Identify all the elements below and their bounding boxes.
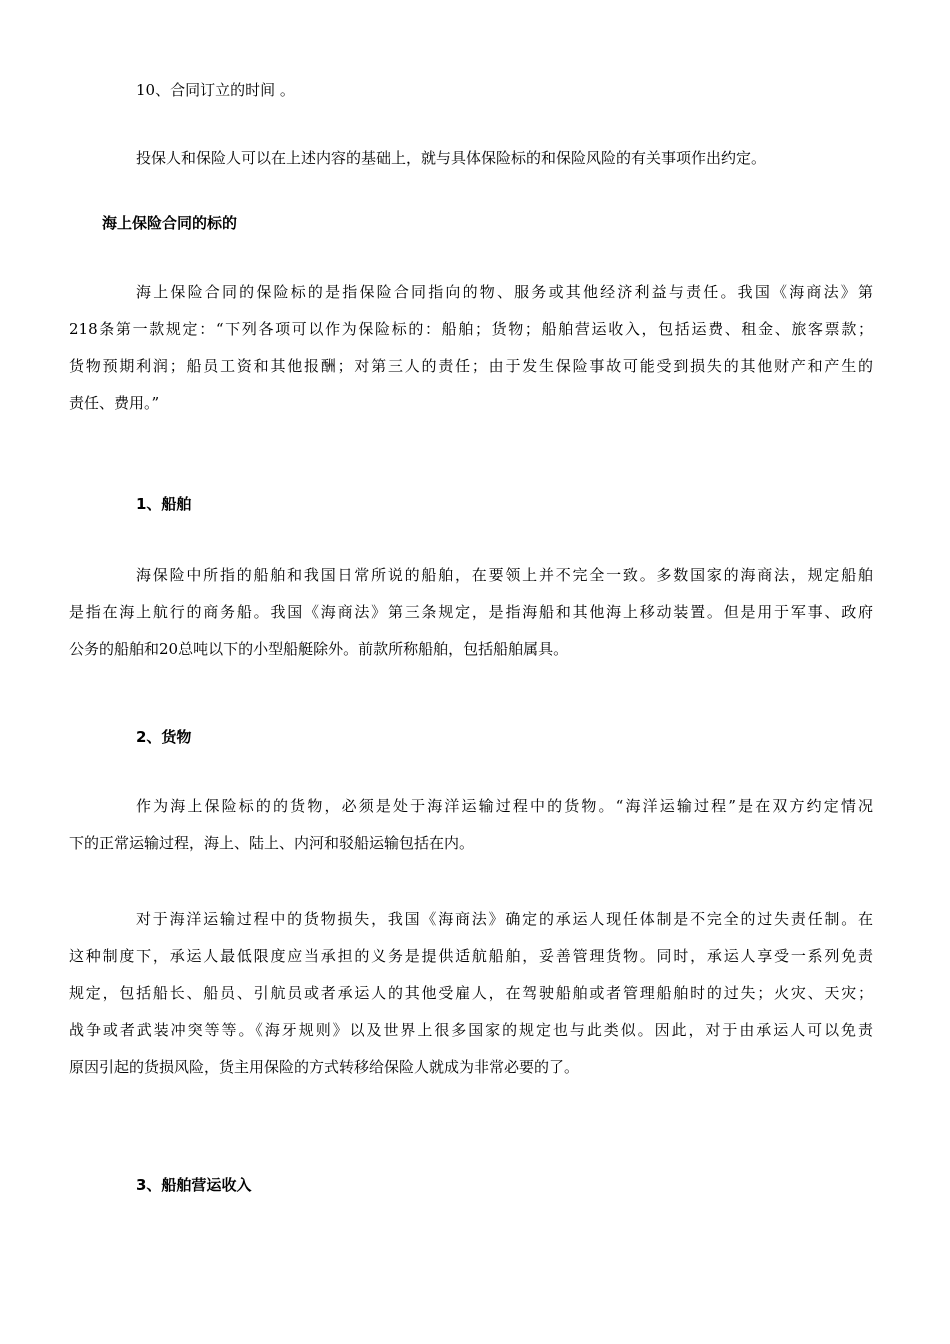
heading-income: 3、船舶营运收入: [136, 1176, 252, 1194]
paragraph-line: 对于海洋运输过程中的货物损失，我国《海商法》确定的承运人现任体制是不完全的过失责任制。在: [136, 910, 873, 928]
heading-cargo: 2、货物: [136, 728, 192, 746]
item-10-line: 10、合同订立的时间 。: [136, 81, 295, 99]
paragraph-line: 责任、费用。”: [69, 394, 160, 412]
paragraph-line: 这种制度下，承运人最低限度应当承担的义务是提供适航船舶，妥善管理货物。同时，承运人享受一系列免责: [69, 947, 873, 965]
heading-ship: 1、船舶: [136, 495, 192, 513]
paragraph-line: 战争或者武装冲突等等。《海牙规则》以及世界上很多国家的规定也与此类似。因此，对于由承运人可以免责: [69, 1021, 873, 1039]
cargo-paragraph-2: [69, 901, 873, 1086]
paragraph-line: 海上保险合同的保险标的是指保险合同指向的物、服务或其他经济利益与责任。我国《海商法》第: [136, 283, 873, 301]
cargo-paragraph-1: [69, 788, 873, 862]
intro-paragraph: 投保人和保险人可以在上述内容的基础上，就与具体保险标的和保险风险的有关事项作出约定。: [136, 149, 767, 167]
paragraph-line: 下的正常运输过程，海上、陆上、内河和驳船运输包括在内。: [69, 834, 475, 852]
paragraph-line: 货物预期利润；船员工资和其他报酬；对第三人的责任；由于发生保险事故可能受到损失的其他财产和产生的: [69, 357, 873, 375]
section-title: 海上保险合同的标的: [102, 214, 238, 232]
paragraph-line: 作为海上保险标的的货物，必须是处于海洋运输过程中的货物。“海洋运输过程”是在双方约定情况: [136, 797, 873, 815]
paragraph-line: 是指在海上航行的商务船。我国《海商法》第三条规定，是指海船和其他海上移动装置。但是用于军事、政府: [69, 603, 873, 621]
ship-paragraph: [69, 557, 873, 668]
paragraph-line: 218条第一款规定：“下列各项可以作为保险标的：船舶；货物；船舶营运收入，包括运费、租金、旅客票款；: [69, 320, 873, 338]
paragraph-line: 规定，包括船长、船员、引航员或者承运人的其他受雇人，在驾驶船舶或者管理船舶时的过失；火灾、天灾；: [69, 984, 873, 1002]
paragraph-line: 原因引起的货损风险，货主用保险的方式转移给保险人就成为非常必要的了。: [69, 1058, 580, 1076]
paragraph-line: 公务的船舶和20总吨以下的小型船艇除外。前款所称船舶，包括船舶属具。: [69, 640, 569, 658]
paragraph-line: 海保险中所指的船舶和我国日常所说的船舶，在要领上并不完全一致。多数国家的海商法，规定船舶: [136, 566, 873, 584]
definition-paragraph: [69, 274, 873, 422]
